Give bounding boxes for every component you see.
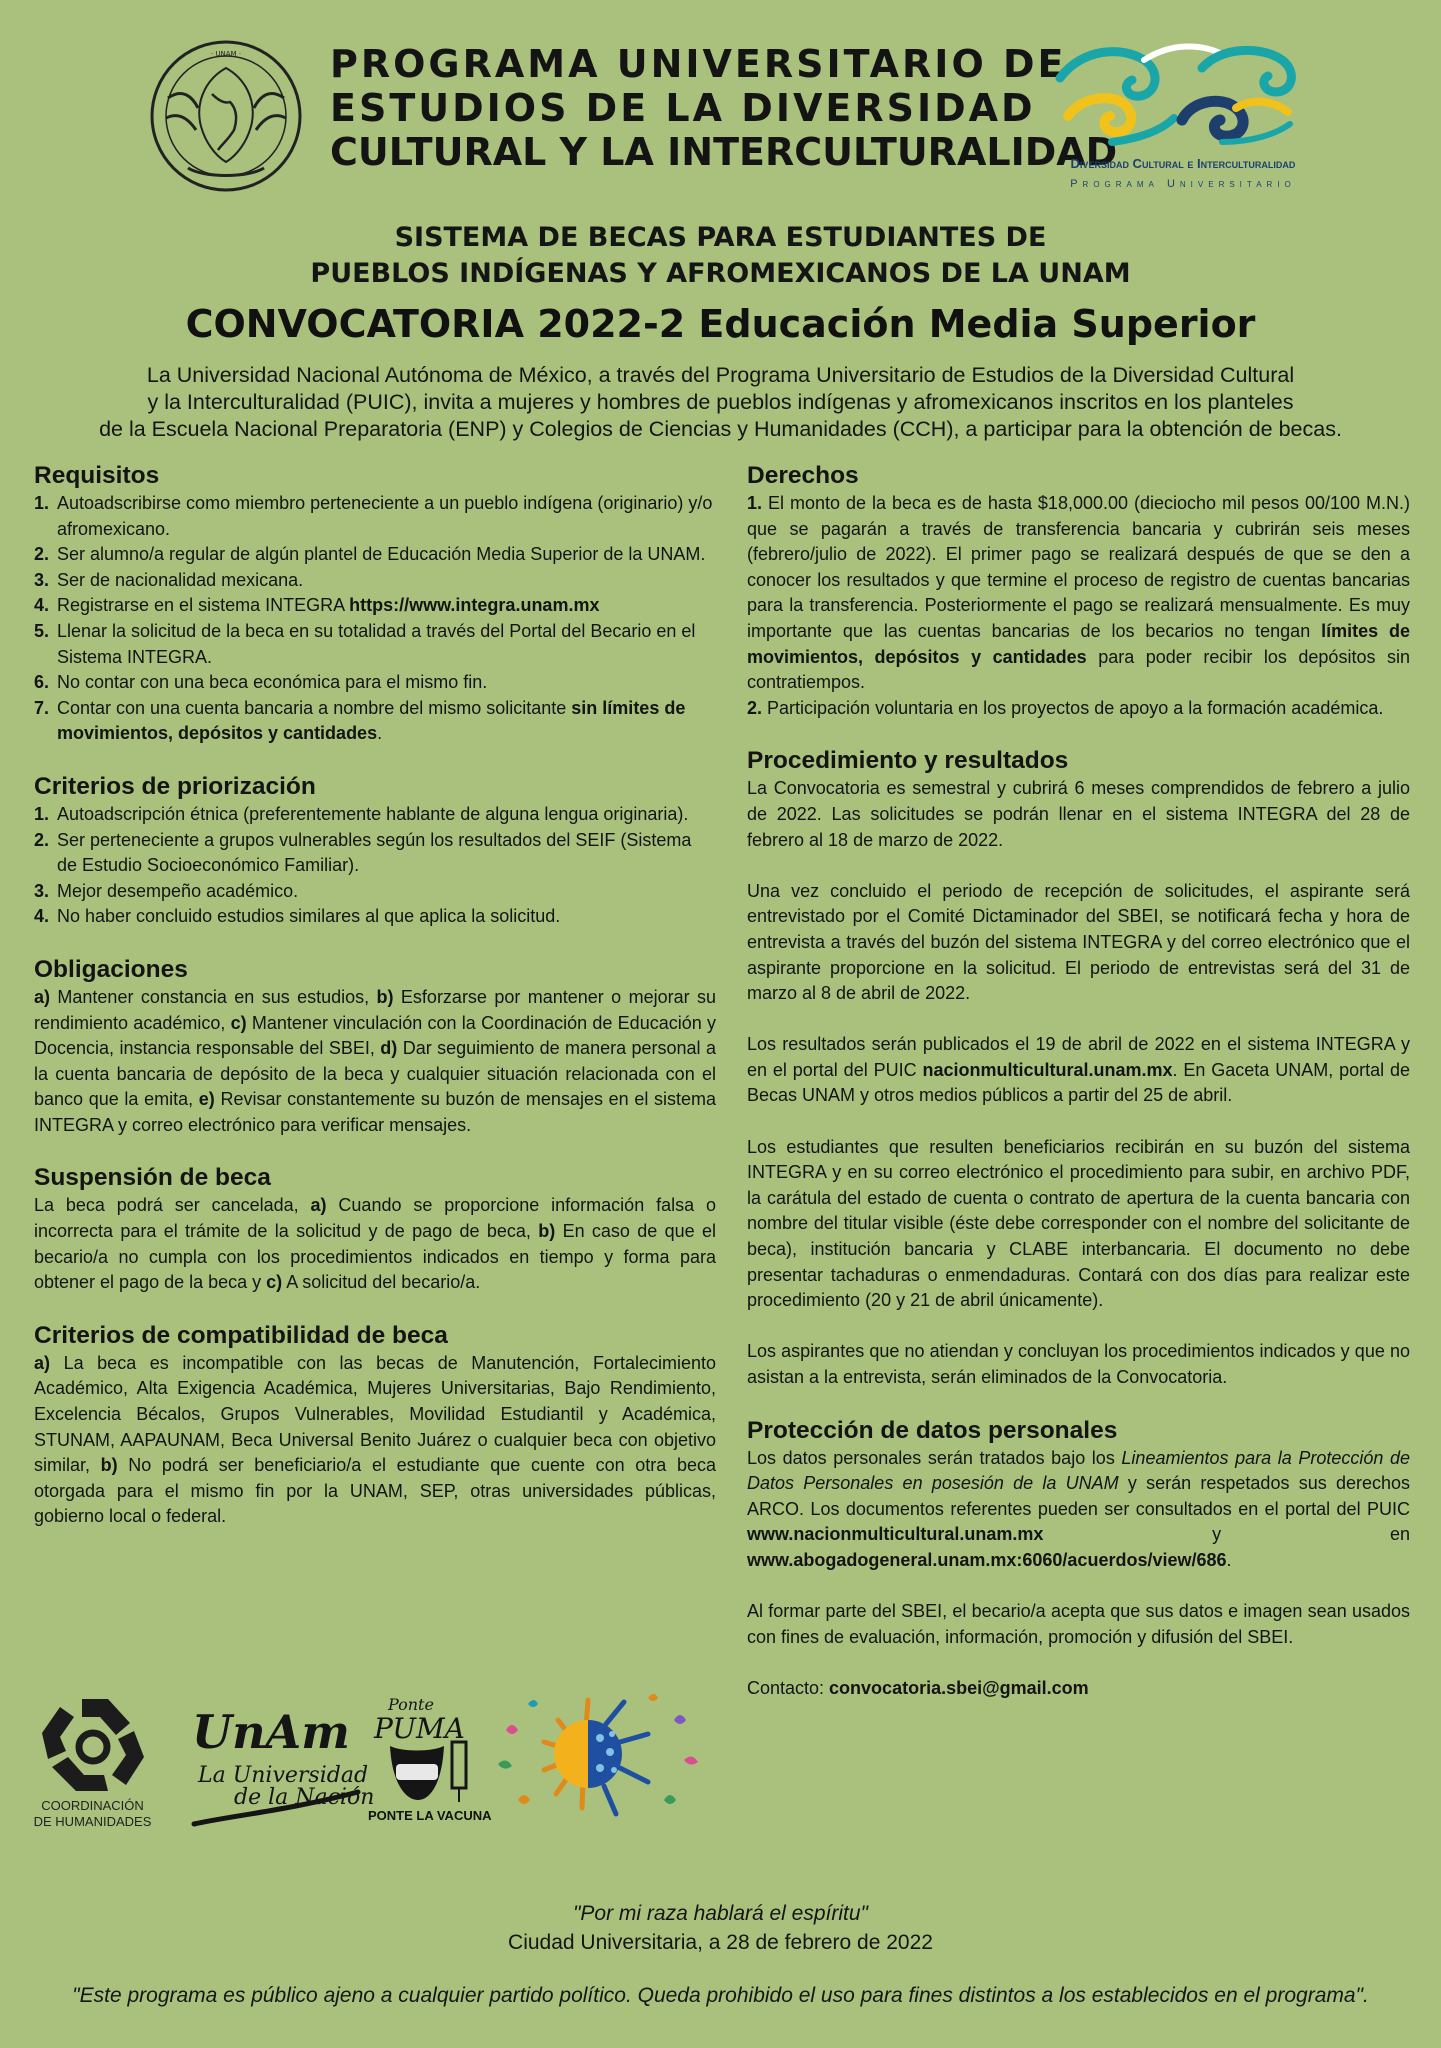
convocatoria-title: CONVOCATORIA 2022-2 Educación Media Superior [185,302,1256,346]
section-title: Suspensión de beca [34,1164,271,1192]
nacionmulticultural-url[interactable]: www.nacionmulticultural.unam.mx [747,1524,1044,1545]
paragraph: Los estudiantes que resulten beneficiarios recibirán en su buzón del sistema INTEGRA y en su correo electrónico el procedimiento para subir, en archivo PDF, la carátula del estado de cuenta o contrato de apertura de la cuenta bancaria con nombre del titular visible (éste debe corresponder con el nombre del solicitante de beca), institución bancaria y CLABE interbancaria. El documento no debe presentar tachaduras o enmendaduras. Contará con dos días para realizar este procedimiento (20 y 21 de abril únicamente). [747,1136,1410,1311]
program-title [330,42,1118,174]
paragraph: Los datos personales serán tratados bajo los Lineamientos para la Protección de Datos Personales en posesión de la UNAM y serán respetados sus derechos ARCO. Los documentos referentes pueden ser consultados en el portal del PUIC www.nacionmulticultural.unam.mx y en www.abogadogeneral.unam.mx:6060/acuerdos/view/686. [747,1447,1410,1570]
puic-url[interactable]: nacionmulticultural.unam.mx [922,1059,1173,1080]
contact-line: Contacto: convocatoria.sbei@gmail.com [747,1677,1089,1698]
header [0,0,1441,215]
disclaimer: "Este programa es público ajeno a cualquier partido político. Queda prohibido el uso para fines distintos a los establecidos en el programa". [72,1984,1369,2007]
unam-seal-icon [148,38,304,194]
puic-logo-subtext: Programa Universitario [1070,178,1296,190]
suspension-section [34,1164,716,1295]
unam-word: UnAm [192,1705,350,1759]
ponte-puma-logo-icon [368,1694,478,1806]
section-title: Criterios de priorización [34,772,316,800]
place-date: Ciudad Universitaria, a 28 de febrero de 2022 [508,1931,933,1954]
section-title: Procedimiento y resultados [747,747,1069,775]
puic-logo [1052,38,1302,198]
subtitle-line: SISTEMA DE BECAS PARA ESTUDIANTES DE [394,222,1047,253]
coordinacion-humanidades-logo-icon [38,1695,148,1797]
intro-line: La Universidad Nacional Autónoma de México, a través del Programa Universitario de Estudios de la Diversidad Cultural [146,363,1295,387]
right-column [747,462,1410,1728]
list-item: 1. Autoadscripción étnica (preferentemente hablante de alguna lengua originaria). [34,803,689,824]
sun-moon-art-icon [488,1690,713,1825]
compatibilidad-section [34,1322,716,1530]
list-item: 4. No haber concluido estudios similares al que aplica la solicitud. [34,906,561,927]
procedimiento-section [747,747,1410,1390]
contact-email[interactable]: convocatoria.sbei@gmail.com [829,1677,1089,1698]
paragraph: Al formar parte del SBEI, el becario/a acepta que sus datos e imagen sean usados con fines de evaluación, información, promoción y difusión del SBEI. [747,1601,1410,1647]
program-title-line: PROGRAMA UNIVERSITARIO DE [330,42,1067,86]
list-item: 2. Ser perteneciente a grupos vulnerables según los resultados del SEIF (Sistema de Estudio Socioeconómico Familiar). [34,829,692,876]
derechos-section [747,462,1410,721]
intro-paragraph [20,362,1421,443]
intro-line: y la Interculturalidad (PUIC), invita a mujeres y hombres de pueblos indígenas y afromexicanos inscritos en los planteles [147,390,1294,414]
unam-tag-line: La Universidad [198,1763,369,1788]
motto-block [0,1899,1441,1957]
obligaciones-text: a) Mantener constancia en sus estudios, b) Esforzarse por mantener o mejorar su rendimiento académico, c) Mantener vinculación con la Coordinación de Educación y Docencia, instancia responsable del SBEI, d) Dar seguimiento de manera personal a la cuenta bancaria de depósito de la beca y cualquier situación relacionada con el banco que la emita, e) Revisar constantemente su buzón de mensajes en el sistema INTEGRA y correo electrónico para verificar mensajes. [34,986,717,1135]
paragraph: Los resultados serán publicados el 19 de abril de 2022 en el sistema INTEGRA y en el portal del PUIC nacionmulticultural.unam.mx. En Gaceta UNAM, portal de Becas UNAM y otros medios públicos a partir del 25 de abril. [747,1034,1410,1106]
list-item: 3. Ser de nacionalidad mexicana. [34,569,304,590]
derechos-item-1: 1. El monto de la beca es de hasta $18,000.00 (dieciocho mil pesos 00/100 M.N.) que se pagarán a través de transferencia bancaria y cubrirán seis meses (febrero/julio de 2022). El primer pago se realizará después de que se den a conocer los resultados y que termine el proceso de registro de cuentas bancarias para la transferencia. Posteriormente el pago se realizará mensualmente. Es muy importante que las cuentas bancarias de los becarios no tengan límites de movimientos, depósitos y cantidades para poder recibir los depósitos sin contratiempos. [747,493,1410,693]
motto: "Por mi raza hablará el espíritu" [572,1902,869,1925]
compatibilidad-text: a) La beca es incompatible con las becas de Manutención, Fortalecimiento Académico, Alta Exigencia Académica, Mujeres Universitarias, Bajo Rendimiento, Excelencia Bécalos, Grupos Vulnerables, Movilidad Estudiantil y Académica, STUNAM, AAPAUNAM, Beca Universal Benito Juárez o cualquier beca con objetivo similar, b) No podrá ser beneficiario/a el estudiante que cuente con otra beca otorgada para el mismo fin por la UNAM, SEP, otras universidades públicas, gobierno local o federal. [34,1352,716,1527]
subtitle-line: PUEBLOS INDÍGENAS Y AFROMEXICANOS DE LA UNAM [310,258,1131,289]
proteccion-section [747,1417,1410,1702]
derechos-item-2: 2. Participación voluntaria en los proyectos de apoyo a la formación académica. [747,697,1384,718]
puma-word: PUMA [374,1712,465,1745]
program-title-line: CULTURAL Y LA INTERCULTURALIDAD [330,130,1118,174]
suspension-text: La beca podrá ser cancelada, a) Cuando se proporcione información falsa o incorrecta para el trámite de la solicitud y de pago de beca, b) En caso de que el becario/a no cumpla con los procedimientos indicados en tiempo y forma para obtener el pago de la beca y c) A solicitud del becario/a. [34,1195,716,1293]
list-item: 2. Ser alumno/a regular de algún plantel de Educación Media Superior de la UNAM. [34,544,706,565]
section-title: Obligaciones [34,955,188,983]
section-title: Derechos [747,462,859,489]
abogadogeneral-url[interactable]: www.abogadogeneral.unam.mx:6060/acuerdos/view/686 [747,1549,1227,1570]
criterios-section [34,773,716,930]
puic-logo-icon [1052,38,1302,150]
requisitos-section [34,462,716,747]
section-title: Protección de datos personales [747,1416,1118,1444]
section-title: Requisitos [34,462,160,489]
coordinacion-text: COORDINACIÓN DE HUMANIDADES [33,1798,152,1829]
intro-line: de la Escuela Nacional Preparatoria (ENP) y Colegios de Ciencias y Humanidades (CCH), a participar para la obtención de becas. [99,417,1342,441]
list-item: 7. Contar con una cuenta bancaria a nombre del mismo solicitante sin límites de movimientos, depósitos y cantidades. [34,697,686,744]
left-column [34,462,716,1556]
paragraph: Una vez concluido el periodo de recepción de solicitudes, el aspirante será entrevistado por el Comité Dictaminador del SBEI, se notificará fecha y hora de entrevista a través del buzón del sistema INTEGRA y del correo electrónico que el aspirante proporcione en la solicitud. El periodo de entrevistas será del 31 de marzo al 8 de abril de 2022. [747,880,1410,1004]
program-title-line: ESTUDIOS DE LA DIVERSIDAD [330,86,1036,130]
subtitle [0,220,1441,292]
paragraph: Los aspirantes que no atiendan y concluyan los procedimientos indicados y que no asistan a la entrevista, serán eliminados de la Convocatoria. [747,1341,1410,1387]
list-item: 1. Autoadscribirse como miembro perteneciente a un pueblo indígena (originario) y/o afromexicano. [34,493,713,539]
obligaciones-section [34,956,716,1139]
unam-tag-line: de la Nación [234,1785,375,1810]
list-item: 6. No contar con una beca económica para el mismo fin. [34,672,488,693]
paragraph: La Convocatoria es semestral y cubrirá 6 meses comprendidos de febrero a julio de 2022. Las solicitudes se podrán llenar en el sistema INTEGRA del 28 de febrero al 18 de marzo de 2022. [747,778,1410,850]
integra-url[interactable]: https://www.integra.unam.mx [349,595,600,616]
unam-nacion-logo-icon [190,1700,380,1830]
svg-text:· UNAM ·: · UNAM · [210,50,242,58]
puic-logo-text: Diversidad Cultural e Interculturalidad [1070,156,1296,171]
list-item: 5. Llenar la solicitud de la beca en su totalidad a través del Portal del Becario en el Sistema INTEGRA. [34,620,696,667]
list-item: 3. Mejor desempeño académico. [34,880,299,901]
ponte-vacuna-text: PONTE LA VACUNA [368,1808,492,1823]
partner-logos [30,1690,730,1840]
list-item: 4. Registrarse en el sistema INTEGRA https://www.integra.unam.mx [34,595,600,616]
section-title: Criterios de compatibilidad de beca [34,1321,448,1349]
puma-top: Ponte [388,1695,434,1714]
